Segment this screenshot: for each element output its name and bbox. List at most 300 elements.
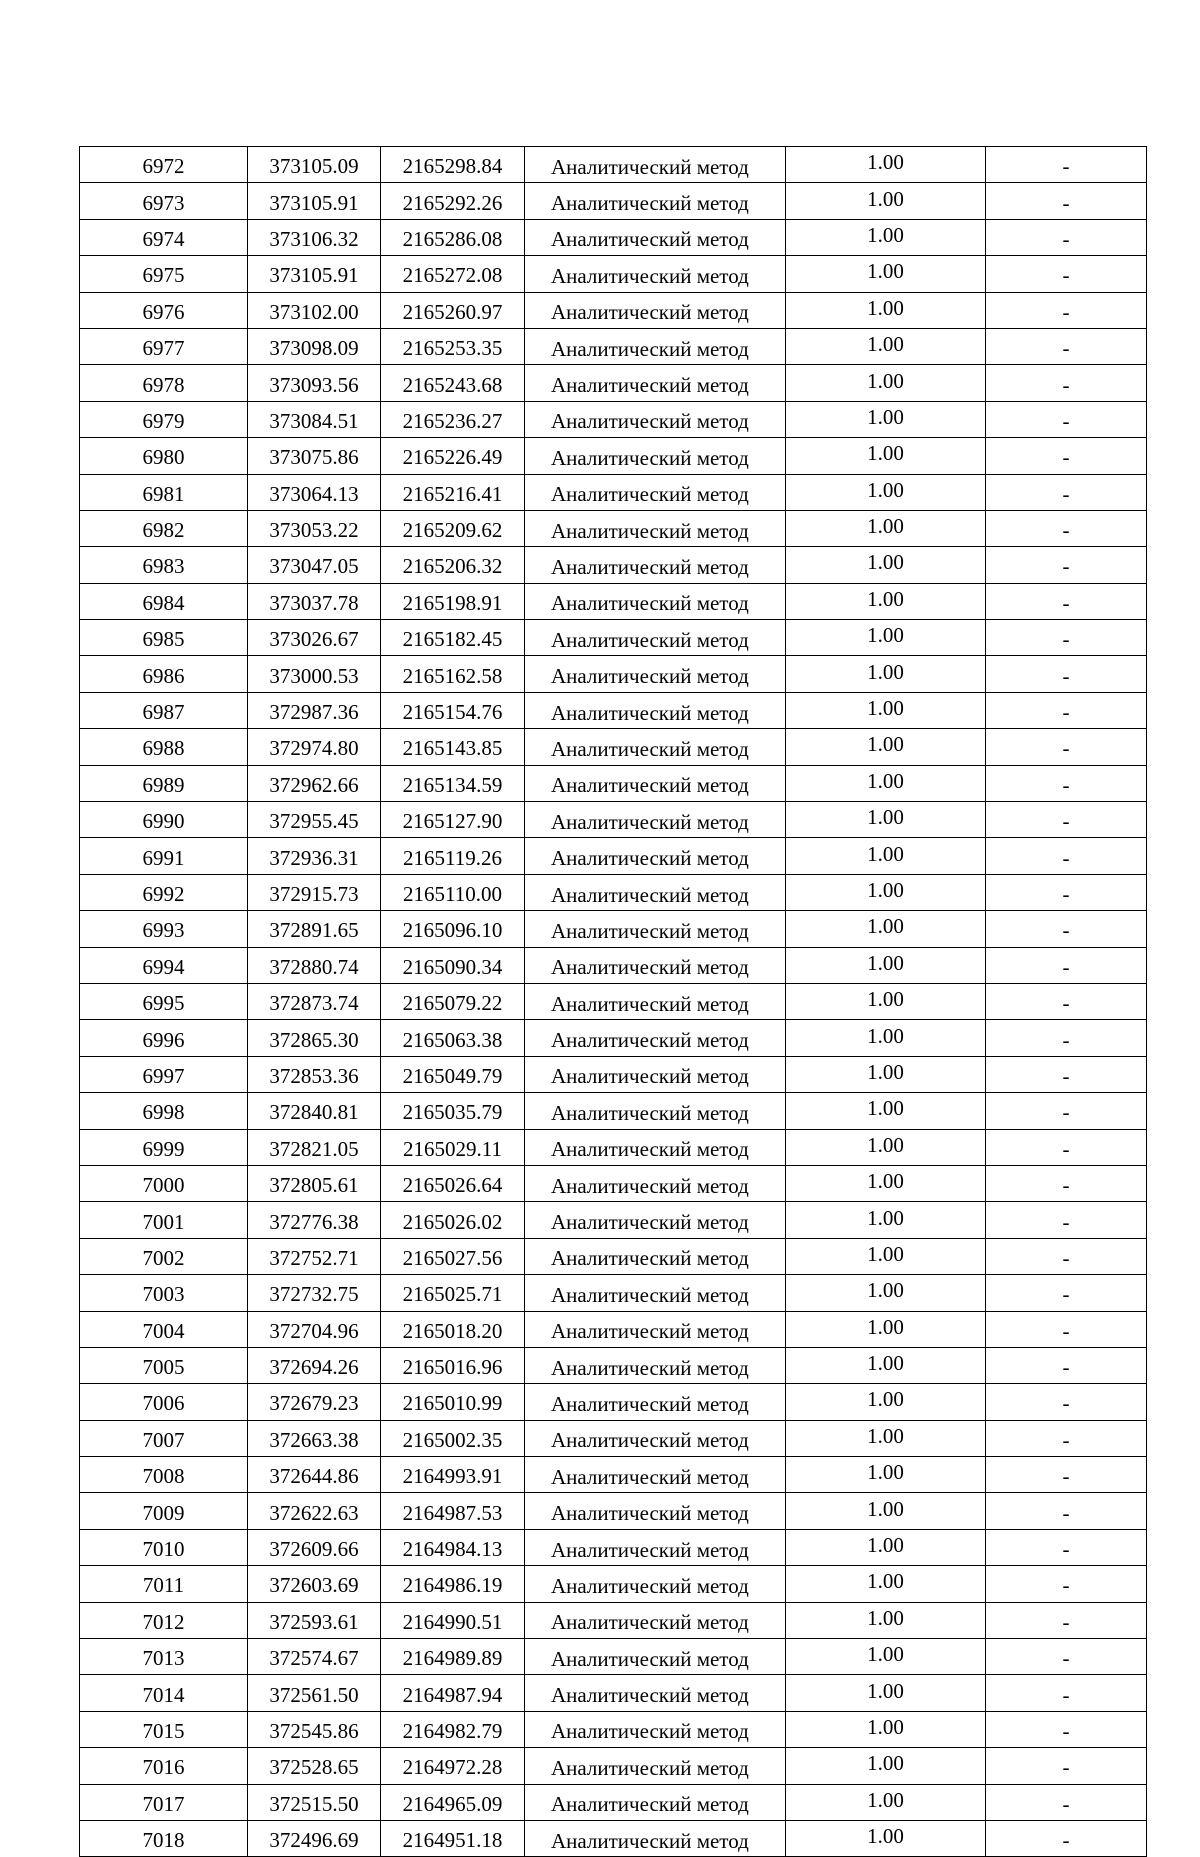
- description-cell: -: [986, 1093, 1147, 1129]
- x-coordinate-cell: 372496.69: [248, 1820, 381, 1856]
- accuracy-cell: 1.00: [786, 365, 986, 401]
- method-cell: Аналитический метод: [525, 1420, 786, 1456]
- point-number-cell: 7018: [80, 1820, 248, 1856]
- method-cell: Аналитический метод: [525, 256, 786, 292]
- x-coordinate-cell: 373093.56: [248, 365, 381, 401]
- point-number-cell: 7006: [80, 1384, 248, 1420]
- table-row: [80, 438, 1147, 474]
- method-cell: Аналитический метод: [525, 1020, 786, 1056]
- y-coordinate-cell: 2165127.90: [381, 802, 525, 838]
- table-row: [80, 1056, 1147, 1092]
- table-row: [80, 1311, 1147, 1347]
- y-coordinate-cell: 2165226.49: [381, 438, 525, 474]
- x-coordinate-cell: 372679.23: [248, 1384, 381, 1420]
- method-cell: Аналитический метод: [525, 438, 786, 474]
- table-row: [80, 510, 1147, 546]
- method-cell: Аналитический метод: [525, 692, 786, 728]
- accuracy-cell: 1.00: [786, 1093, 986, 1129]
- accuracy-cell: 1.00: [786, 947, 986, 983]
- accuracy-cell: 1.00: [786, 692, 986, 728]
- point-number-cell: 7004: [80, 1311, 248, 1347]
- description-cell: -: [986, 1129, 1147, 1165]
- description-cell: -: [986, 292, 1147, 328]
- table-row: [80, 1202, 1147, 1238]
- table-row: [80, 1566, 1147, 1602]
- y-coordinate-cell: 2165026.02: [381, 1202, 525, 1238]
- accuracy-cell: 1.00: [786, 1566, 986, 1602]
- y-coordinate-cell: 2165236.27: [381, 401, 525, 437]
- y-coordinate-cell: 2165209.62: [381, 510, 525, 546]
- table-row: [80, 328, 1147, 364]
- x-coordinate-cell: 373053.22: [248, 510, 381, 546]
- point-number-cell: 6987: [80, 692, 248, 728]
- point-number-cell: 7009: [80, 1493, 248, 1529]
- x-coordinate-cell: 372853.36: [248, 1056, 381, 1092]
- table-row: [80, 620, 1147, 656]
- method-cell: Аналитический метод: [525, 474, 786, 510]
- table-row: [80, 1347, 1147, 1383]
- description-cell: -: [986, 1493, 1147, 1529]
- table-row: [80, 1529, 1147, 1565]
- accuracy-cell: 1.00: [786, 328, 986, 364]
- y-coordinate-cell: 2165182.45: [381, 620, 525, 656]
- method-cell: Аналитический метод: [525, 1311, 786, 1347]
- table-row: [80, 1129, 1147, 1165]
- accuracy-cell: 1.00: [786, 1056, 986, 1092]
- point-number-cell: 7003: [80, 1275, 248, 1311]
- table-row: [80, 692, 1147, 728]
- point-number-cell: 6978: [80, 365, 248, 401]
- table-row: [80, 838, 1147, 874]
- y-coordinate-cell: 2165010.99: [381, 1384, 525, 1420]
- table-row: [80, 547, 1147, 583]
- accuracy-cell: 1.00: [786, 583, 986, 619]
- accuracy-cell: 1.00: [786, 183, 986, 219]
- point-number-cell: 6991: [80, 838, 248, 874]
- accuracy-cell: 1.00: [786, 838, 986, 874]
- description-cell: -: [986, 438, 1147, 474]
- table-row: [80, 1602, 1147, 1638]
- x-coordinate-cell: 372962.66: [248, 765, 381, 801]
- method-cell: Аналитический метод: [525, 1820, 786, 1856]
- description-cell: -: [986, 1784, 1147, 1820]
- table-row: [80, 583, 1147, 619]
- x-coordinate-cell: 372974.80: [248, 729, 381, 765]
- method-cell: Аналитический метод: [525, 1056, 786, 1092]
- table-row: [80, 1384, 1147, 1420]
- x-coordinate-cell: 372732.75: [248, 1275, 381, 1311]
- description-cell: -: [986, 401, 1147, 437]
- x-coordinate-cell: 372955.45: [248, 802, 381, 838]
- description-cell: -: [986, 1602, 1147, 1638]
- method-cell: Аналитический метод: [525, 401, 786, 437]
- table-row: [80, 947, 1147, 983]
- method-cell: Аналитический метод: [525, 874, 786, 910]
- accuracy-cell: 1.00: [786, 765, 986, 801]
- point-number-cell: 6975: [80, 256, 248, 292]
- accuracy-cell: 1.00: [786, 1275, 986, 1311]
- method-cell: Аналитический метод: [525, 292, 786, 328]
- x-coordinate-cell: 372915.73: [248, 874, 381, 910]
- point-number-cell: 6994: [80, 947, 248, 983]
- description-cell: -: [986, 219, 1147, 255]
- y-coordinate-cell: 2164989.89: [381, 1639, 525, 1675]
- x-coordinate-cell: 373026.67: [248, 620, 381, 656]
- table-row: [80, 1820, 1147, 1856]
- accuracy-cell: 1.00: [786, 1784, 986, 1820]
- table-row: [80, 474, 1147, 510]
- y-coordinate-cell: 2164987.94: [381, 1675, 525, 1711]
- method-cell: Аналитический метод: [525, 365, 786, 401]
- description-cell: -: [986, 1566, 1147, 1602]
- point-number-cell: 6973: [80, 183, 248, 219]
- table-row: [80, 365, 1147, 401]
- description-cell: -: [986, 474, 1147, 510]
- description-cell: -: [986, 765, 1147, 801]
- description-cell: -: [986, 1711, 1147, 1747]
- point-number-cell: 6976: [80, 292, 248, 328]
- method-cell: Аналитический метод: [525, 1457, 786, 1493]
- point-number-cell: 6972: [80, 147, 248, 183]
- x-coordinate-cell: 373047.05: [248, 547, 381, 583]
- table-row: [80, 1457, 1147, 1493]
- table-row: [80, 183, 1147, 219]
- description-cell: -: [986, 1457, 1147, 1493]
- x-coordinate-cell: 372561.50: [248, 1675, 381, 1711]
- x-coordinate-cell: 373105.91: [248, 256, 381, 292]
- table-row: [80, 1784, 1147, 1820]
- y-coordinate-cell: 2165025.71: [381, 1275, 525, 1311]
- method-cell: Аналитический метод: [525, 1238, 786, 1274]
- description-cell: -: [986, 729, 1147, 765]
- x-coordinate-cell: 373105.09: [248, 147, 381, 183]
- accuracy-cell: 1.00: [786, 147, 986, 183]
- accuracy-cell: 1.00: [786, 983, 986, 1019]
- method-cell: Аналитический метод: [525, 838, 786, 874]
- y-coordinate-cell: 2165253.35: [381, 328, 525, 364]
- method-cell: Аналитический метод: [525, 1711, 786, 1747]
- point-number-cell: 6990: [80, 802, 248, 838]
- method-cell: Аналитический метод: [525, 1639, 786, 1675]
- description-cell: -: [986, 1165, 1147, 1201]
- table-row: [80, 1275, 1147, 1311]
- y-coordinate-cell: 2164982.79: [381, 1711, 525, 1747]
- method-cell: Аналитический метод: [525, 729, 786, 765]
- x-coordinate-cell: 373064.13: [248, 474, 381, 510]
- table-row: [80, 292, 1147, 328]
- table-row: [80, 874, 1147, 910]
- x-coordinate-cell: 373105.91: [248, 183, 381, 219]
- x-coordinate-cell: 372622.63: [248, 1493, 381, 1529]
- y-coordinate-cell: 2165119.26: [381, 838, 525, 874]
- y-coordinate-cell: 2165002.35: [381, 1420, 525, 1456]
- y-coordinate-cell: 2165063.38: [381, 1020, 525, 1056]
- x-coordinate-cell: 372865.30: [248, 1020, 381, 1056]
- point-number-cell: 7008: [80, 1457, 248, 1493]
- point-number-cell: 6982: [80, 510, 248, 546]
- x-coordinate-cell: 372840.81: [248, 1093, 381, 1129]
- table-row: [80, 219, 1147, 255]
- description-cell: -: [986, 147, 1147, 183]
- table-row: [80, 1020, 1147, 1056]
- description-cell: -: [986, 1238, 1147, 1274]
- point-number-cell: 6989: [80, 765, 248, 801]
- description-cell: -: [986, 1639, 1147, 1675]
- point-number-cell: 6988: [80, 729, 248, 765]
- accuracy-cell: 1.00: [786, 256, 986, 292]
- y-coordinate-cell: 2164986.19: [381, 1566, 525, 1602]
- table-row: [80, 1093, 1147, 1129]
- method-cell: Аналитический метод: [525, 219, 786, 255]
- method-cell: Аналитический метод: [525, 547, 786, 583]
- accuracy-cell: 1.00: [786, 474, 986, 510]
- accuracy-cell: 1.00: [786, 1420, 986, 1456]
- x-coordinate-cell: 373084.51: [248, 401, 381, 437]
- accuracy-cell: 1.00: [786, 1020, 986, 1056]
- x-coordinate-cell: 372644.86: [248, 1457, 381, 1493]
- y-coordinate-cell: 2165096.10: [381, 911, 525, 947]
- description-cell: -: [986, 1384, 1147, 1420]
- point-number-cell: 7015: [80, 1711, 248, 1747]
- accuracy-cell: 1.00: [786, 802, 986, 838]
- y-coordinate-cell: 2165016.96: [381, 1347, 525, 1383]
- table-row: [80, 656, 1147, 692]
- accuracy-cell: 1.00: [786, 874, 986, 910]
- x-coordinate-cell: 372873.74: [248, 983, 381, 1019]
- y-coordinate-cell: 2165029.11: [381, 1129, 525, 1165]
- y-coordinate-cell: 2164951.18: [381, 1820, 525, 1856]
- point-number-cell: 6986: [80, 656, 248, 692]
- y-coordinate-cell: 2165298.84: [381, 147, 525, 183]
- description-cell: -: [986, 1311, 1147, 1347]
- coordinates-table-body: [80, 147, 1147, 1857]
- accuracy-cell: 1.00: [786, 1165, 986, 1201]
- accuracy-cell: 1.00: [786, 438, 986, 474]
- accuracy-cell: 1.00: [786, 1602, 986, 1638]
- x-coordinate-cell: 372805.61: [248, 1165, 381, 1201]
- y-coordinate-cell: 2165243.68: [381, 365, 525, 401]
- description-cell: -: [986, 365, 1147, 401]
- x-coordinate-cell: 373000.53: [248, 656, 381, 692]
- accuracy-cell: 1.00: [786, 1347, 986, 1383]
- method-cell: Аналитический метод: [525, 802, 786, 838]
- method-cell: Аналитический метод: [525, 765, 786, 801]
- method-cell: Аналитический метод: [525, 620, 786, 656]
- method-cell: Аналитический метод: [525, 583, 786, 619]
- accuracy-cell: 1.00: [786, 656, 986, 692]
- point-number-cell: 7012: [80, 1602, 248, 1638]
- y-coordinate-cell: 2165035.79: [381, 1093, 525, 1129]
- accuracy-cell: 1.00: [786, 1639, 986, 1675]
- y-coordinate-cell: 2165292.26: [381, 183, 525, 219]
- point-number-cell: 6992: [80, 874, 248, 910]
- method-cell: Аналитический метод: [525, 1202, 786, 1238]
- accuracy-cell: 1.00: [786, 1748, 986, 1784]
- point-number-cell: 6997: [80, 1056, 248, 1092]
- method-cell: Аналитический метод: [525, 1675, 786, 1711]
- x-coordinate-cell: 373075.86: [248, 438, 381, 474]
- table-row: [80, 1493, 1147, 1529]
- point-number-cell: 6984: [80, 583, 248, 619]
- point-number-cell: 6980: [80, 438, 248, 474]
- point-number-cell: 6977: [80, 328, 248, 364]
- description-cell: -: [986, 328, 1147, 364]
- table-row: [80, 911, 1147, 947]
- x-coordinate-cell: 372936.31: [248, 838, 381, 874]
- method-cell: Аналитический метод: [525, 1748, 786, 1784]
- accuracy-cell: 1.00: [786, 1457, 986, 1493]
- table-row: [80, 256, 1147, 292]
- method-cell: Аналитический метод: [525, 1493, 786, 1529]
- description-cell: -: [986, 1020, 1147, 1056]
- coordinates-table: [79, 146, 1147, 1857]
- method-cell: Аналитический метод: [525, 328, 786, 364]
- description-cell: -: [986, 1420, 1147, 1456]
- method-cell: Аналитический метод: [525, 147, 786, 183]
- table-row: [80, 765, 1147, 801]
- description-cell: -: [986, 1675, 1147, 1711]
- description-cell: -: [986, 911, 1147, 947]
- y-coordinate-cell: 2165272.08: [381, 256, 525, 292]
- table-row: [80, 1238, 1147, 1274]
- description-cell: -: [986, 1748, 1147, 1784]
- point-number-cell: 7010: [80, 1529, 248, 1565]
- y-coordinate-cell: 2165090.34: [381, 947, 525, 983]
- table-row: [80, 1711, 1147, 1747]
- description-cell: -: [986, 1529, 1147, 1565]
- accuracy-cell: 1.00: [786, 729, 986, 765]
- method-cell: Аналитический метод: [525, 1129, 786, 1165]
- method-cell: Аналитический метод: [525, 947, 786, 983]
- point-number-cell: 7013: [80, 1639, 248, 1675]
- point-number-cell: 6981: [80, 474, 248, 510]
- table-row: [80, 1420, 1147, 1456]
- y-coordinate-cell: 2165049.79: [381, 1056, 525, 1092]
- accuracy-cell: 1.00: [786, 911, 986, 947]
- description-cell: -: [986, 620, 1147, 656]
- x-coordinate-cell: 372821.05: [248, 1129, 381, 1165]
- method-cell: Аналитический метод: [525, 183, 786, 219]
- point-number-cell: 7005: [80, 1347, 248, 1383]
- point-number-cell: 7002: [80, 1238, 248, 1274]
- x-coordinate-cell: 372987.36: [248, 692, 381, 728]
- description-cell: -: [986, 656, 1147, 692]
- accuracy-cell: 1.00: [786, 547, 986, 583]
- x-coordinate-cell: 372603.69: [248, 1566, 381, 1602]
- point-number-cell: 7014: [80, 1675, 248, 1711]
- table-row: [80, 401, 1147, 437]
- accuracy-cell: 1.00: [786, 1711, 986, 1747]
- description-cell: -: [986, 874, 1147, 910]
- y-coordinate-cell: 2165027.56: [381, 1238, 525, 1274]
- x-coordinate-cell: 372574.67: [248, 1639, 381, 1675]
- description-cell: -: [986, 1820, 1147, 1856]
- description-cell: -: [986, 947, 1147, 983]
- accuracy-cell: 1.00: [786, 1529, 986, 1565]
- point-number-cell: 6985: [80, 620, 248, 656]
- table-row: [80, 147, 1147, 183]
- x-coordinate-cell: 372528.65: [248, 1748, 381, 1784]
- y-coordinate-cell: 2164993.91: [381, 1457, 525, 1493]
- method-cell: Аналитический метод: [525, 983, 786, 1019]
- y-coordinate-cell: 2165286.08: [381, 219, 525, 255]
- point-number-cell: 6983: [80, 547, 248, 583]
- y-coordinate-cell: 2165026.64: [381, 1165, 525, 1201]
- description-cell: -: [986, 583, 1147, 619]
- point-number-cell: 7007: [80, 1420, 248, 1456]
- description-cell: -: [986, 183, 1147, 219]
- accuracy-cell: 1.00: [786, 1820, 986, 1856]
- accuracy-cell: 1.00: [786, 401, 986, 437]
- y-coordinate-cell: 2164972.28: [381, 1748, 525, 1784]
- point-number-cell: 7016: [80, 1748, 248, 1784]
- method-cell: Аналитический метод: [525, 1384, 786, 1420]
- table-row: [80, 729, 1147, 765]
- description-cell: -: [986, 1202, 1147, 1238]
- table-row: [80, 1639, 1147, 1675]
- method-cell: Аналитический метод: [525, 1347, 786, 1383]
- method-cell: Аналитический метод: [525, 656, 786, 692]
- method-cell: Аналитический метод: [525, 1529, 786, 1565]
- table-row: [80, 1748, 1147, 1784]
- point-number-cell: 7000: [80, 1165, 248, 1201]
- point-number-cell: 6974: [80, 219, 248, 255]
- point-number-cell: 6979: [80, 401, 248, 437]
- accuracy-cell: 1.00: [786, 620, 986, 656]
- accuracy-cell: 1.00: [786, 1384, 986, 1420]
- y-coordinate-cell: 2165079.22: [381, 983, 525, 1019]
- description-cell: -: [986, 983, 1147, 1019]
- point-number-cell: 6993: [80, 911, 248, 947]
- y-coordinate-cell: 2165154.76: [381, 692, 525, 728]
- y-coordinate-cell: 2164987.53: [381, 1493, 525, 1529]
- point-number-cell: 7017: [80, 1784, 248, 1820]
- table-row: [80, 1675, 1147, 1711]
- accuracy-cell: 1.00: [786, 1311, 986, 1347]
- method-cell: Аналитический метод: [525, 1784, 786, 1820]
- accuracy-cell: 1.00: [786, 219, 986, 255]
- x-coordinate-cell: 373098.09: [248, 328, 381, 364]
- y-coordinate-cell: 2164965.09: [381, 1784, 525, 1820]
- point-number-cell: 6998: [80, 1093, 248, 1129]
- accuracy-cell: 1.00: [786, 292, 986, 328]
- method-cell: Аналитический метод: [525, 911, 786, 947]
- x-coordinate-cell: 372891.65: [248, 911, 381, 947]
- description-cell: -: [986, 802, 1147, 838]
- y-coordinate-cell: 2164984.13: [381, 1529, 525, 1565]
- y-coordinate-cell: 2164990.51: [381, 1602, 525, 1638]
- x-coordinate-cell: 372880.74: [248, 947, 381, 983]
- method-cell: Аналитический метод: [525, 1165, 786, 1201]
- description-cell: -: [986, 1056, 1147, 1092]
- point-number-cell: 6999: [80, 1129, 248, 1165]
- accuracy-cell: 1.00: [786, 1238, 986, 1274]
- point-number-cell: 7011: [80, 1566, 248, 1602]
- accuracy-cell: 1.00: [786, 1202, 986, 1238]
- point-number-cell: 6995: [80, 983, 248, 1019]
- table-row: [80, 802, 1147, 838]
- y-coordinate-cell: 2165110.00: [381, 874, 525, 910]
- x-coordinate-cell: 372694.26: [248, 1347, 381, 1383]
- description-cell: -: [986, 256, 1147, 292]
- x-coordinate-cell: 372609.66: [248, 1529, 381, 1565]
- description-cell: -: [986, 838, 1147, 874]
- accuracy-cell: 1.00: [786, 510, 986, 546]
- y-coordinate-cell: 2165018.20: [381, 1311, 525, 1347]
- x-coordinate-cell: 372752.71: [248, 1238, 381, 1274]
- table-row: [80, 983, 1147, 1019]
- y-coordinate-cell: 2165260.97: [381, 292, 525, 328]
